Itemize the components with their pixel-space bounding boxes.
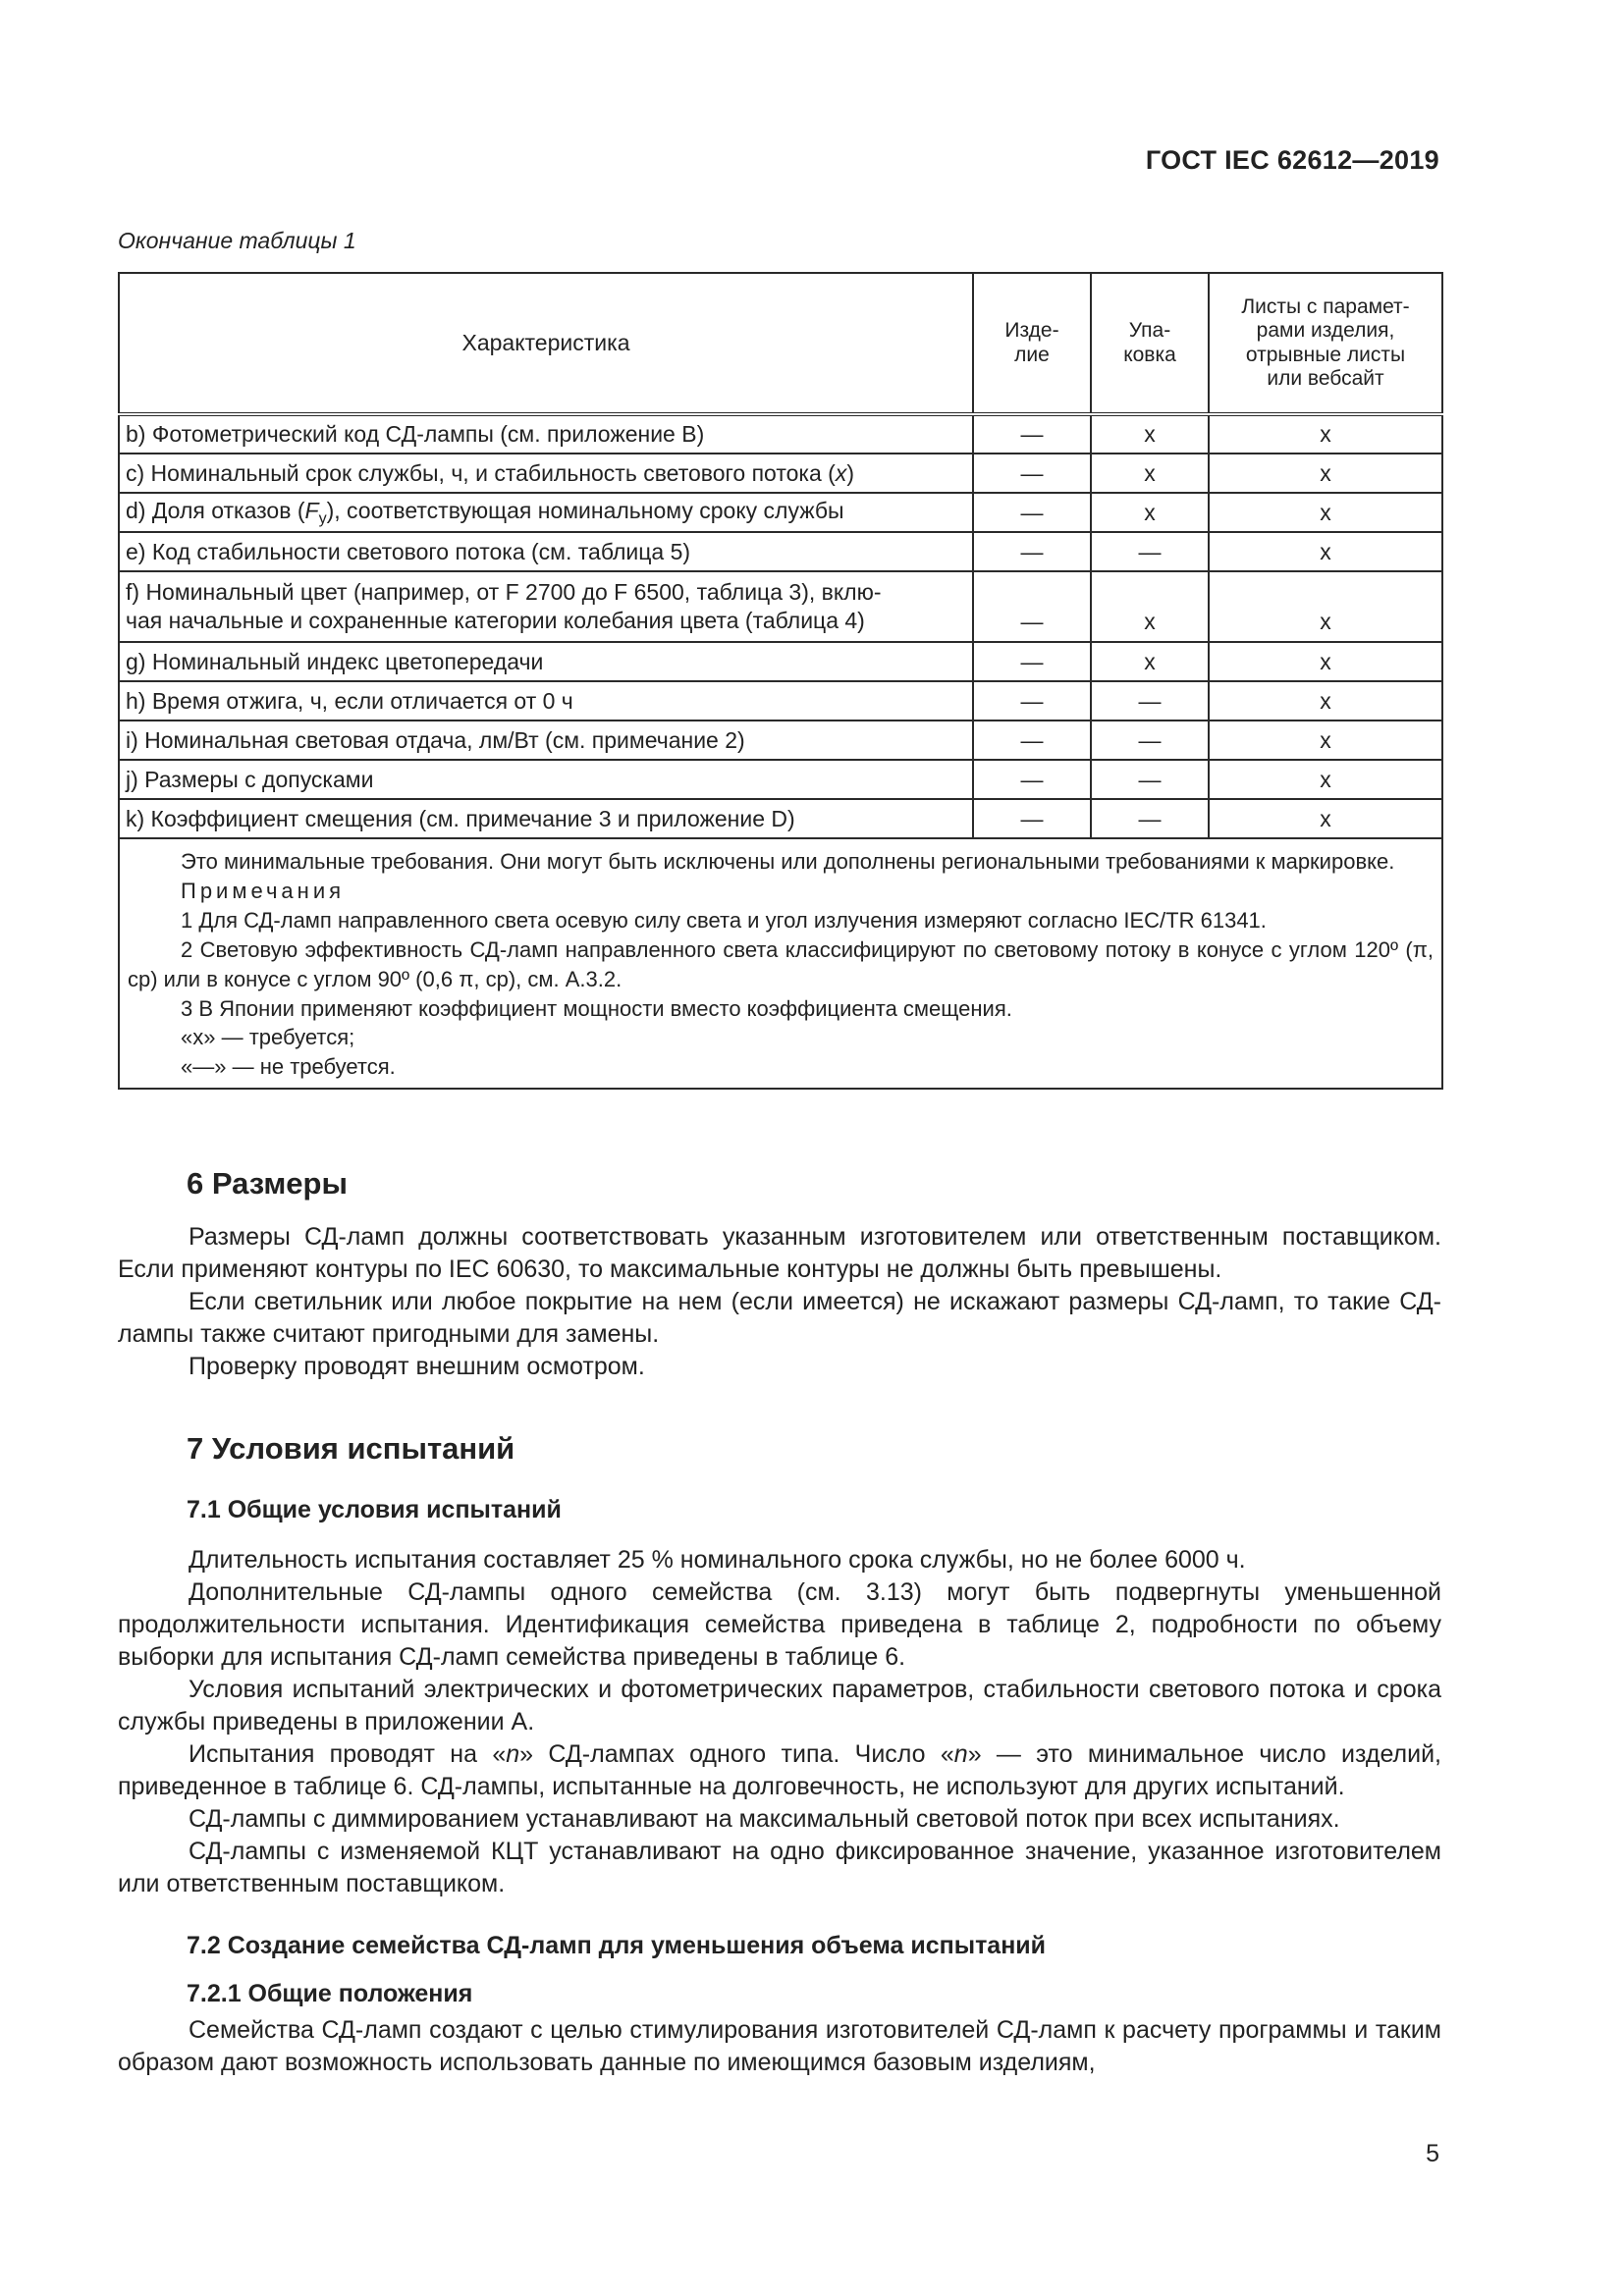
row-product-mark: — [973, 721, 1091, 760]
notes-intro: Это минимальные требования. Они могут быть исключены или дополнены региональными требованиями к маркировке. [181, 849, 1395, 874]
header-characteristic: Характеристика [119, 273, 973, 414]
table-notes [119, 838, 1442, 1089]
row-packaging-mark: — [1091, 760, 1209, 799]
paragraph: Испытания проводят на «n» СД-лампах одного типа. Число «n» — это минимальное число изделий, приведенное в таблице 6. СД-лампы, испытанные на долговечность, не используют для других испытаний. [118, 1740, 1441, 1800]
paragraph: СД-лампы с изменяемой КЦТ устанавливают на одно фиксированное значение, указанное изготовителем или ответственным поставщиком. [118, 1838, 1441, 1897]
row-sheets-mark: x [1209, 760, 1442, 799]
table-row [119, 799, 1442, 838]
paragraph: Если светильник или любое покрытие на нем (если имеется) не искажают размеры СД-ламп, то такие СД-лампы также считают пригодными для замены. [118, 1288, 1441, 1348]
row-characteristic: c) Номинальный срок службы, ч, и стабильность светового потока (x) [119, 454, 973, 493]
legend-dash: «—» — не требуется. [181, 1054, 396, 1080]
paragraph: СД-лампы с диммированием устанавливают на максимальный световой поток при всех испытаниях. [189, 1805, 1340, 1833]
row-sheets-mark: x [1209, 642, 1442, 681]
row-packaging-mark: x [1091, 493, 1209, 532]
legend-x: «x» — требуется; [181, 1025, 355, 1050]
paragraph: Размеры СД-ламп должны соответствовать указанным изготовителем или ответственным поставщиком. Если применяют контуры по IEC 60630, то максимальные контуры не должны быть превышены. [118, 1223, 1441, 1283]
row-characteristic: g) Номинальный индекс цветопередачи [119, 642, 973, 681]
section-7-2-1-body [118, 2014, 1441, 2079]
row-characteristic: b) Фотометрический код СД-лампы (см. приложение В) [119, 414, 973, 454]
table-row [119, 721, 1442, 760]
table-row [119, 414, 1442, 454]
row-characteristic: k) Коэффициент смещения (см. примечание 3 и приложение D) [119, 799, 973, 838]
paragraph: Длительность испытания составляет 25 % номинального срока службы, но не более 6000 ч. [189, 1546, 1246, 1574]
row-characteristic: h) Время отжига, ч, если отличается от 0 ч [119, 681, 973, 721]
row-characteristic: i) Номинальная световая отдача, лм/Вт (см. примечание 2) [119, 721, 973, 760]
table-caption: Окончание таблицы 1 [118, 228, 356, 253]
row-product-mark: — [973, 532, 1091, 571]
row-characteristic: j) Размеры с допусками [119, 760, 973, 799]
row-sheets-mark: x [1209, 721, 1442, 760]
row-sheets-mark: x [1209, 571, 1442, 642]
row-sheets-mark: x [1209, 681, 1442, 721]
notes-heading: Примечания [181, 878, 346, 903]
row-product-mark: — [973, 799, 1091, 838]
row-packaging-mark: — [1091, 799, 1209, 838]
row-product-mark: — [973, 414, 1091, 454]
standard-code-header: ГОСТ IEC 62612—2019 [1145, 145, 1439, 175]
section-7-1-heading: 7.1 Общие условия испытаний [187, 1496, 562, 1523]
row-packaging-mark: x [1091, 454, 1209, 493]
page-number: 5 [1426, 2140, 1439, 2167]
row-product-mark: — [973, 571, 1091, 642]
table-row [119, 642, 1442, 681]
section-7-heading: 7 Условия испытаний [187, 1431, 515, 1466]
row-packaging-mark: — [1091, 532, 1209, 571]
row-packaging-mark: x [1091, 571, 1209, 642]
paragraph: Проверку проводят внешним осмотром. [189, 1353, 645, 1380]
header-packaging: Упа- ковка [1091, 273, 1209, 414]
table-row [119, 532, 1442, 571]
table-row [119, 681, 1442, 721]
row-characteristic: e) Код стабильности светового потока (см. таблица 5) [119, 532, 973, 571]
table-row [119, 454, 1442, 493]
table-row [119, 760, 1442, 799]
paragraph: Условия испытаний электрических и фотометрических параметров, стабильности светового потока и срока службы приведены в приложении А. [118, 1676, 1441, 1735]
row-product-mark: — [973, 493, 1091, 532]
header-product: Изде- лие [973, 273, 1091, 414]
row-product-mark: — [973, 760, 1091, 799]
row-sheets-mark: x [1209, 532, 1442, 571]
section-7-2-1-heading: 7.2.1 Общие положения [187, 1980, 473, 2007]
paragraph: Семейства СД-ламп создают с целью стимулирования изготовителей СД-ламп к расчету программы и таким образом дают возможность использовать данные по имеющимся базовым изделиям, [118, 2016, 1441, 2076]
row-product-mark: — [973, 681, 1091, 721]
row-product-mark: — [973, 642, 1091, 681]
note-3: 3 В Японии применяют коэффициент мощности вместо коэффициента смещения. [181, 995, 1012, 1021]
row-characteristic: d) Доля отказов $(F_y)$, соответствующая номинальному сроку службы [119, 493, 973, 532]
row-sheets-mark: x [1209, 493, 1442, 532]
row-packaging-mark: x [1091, 642, 1209, 681]
row-packaging-mark: — [1091, 721, 1209, 760]
row-characteristic: f) Номинальный цвет (например, от F 2700 до F 6500, таблица 3), вклю- чая начальные и сохраненные категории колебания цвета (таблица 4) [119, 571, 973, 642]
paragraph: Дополнительные СД-лампы одного семейства (см. 3.13) могут быть подвергнуты уменьшенной продолжительности испытания. Идентификация семейства приведена в таблице 2, подробности по объему выборки для испытания СД-ламп семейства приведены в таблице 6. [118, 1578, 1441, 1671]
table-notes-row [119, 838, 1442, 1089]
table-header-row [119, 273, 1442, 414]
row-sheets-mark: x [1209, 799, 1442, 838]
table-row [119, 571, 1442, 642]
row-sheets-mark: x [1209, 414, 1442, 454]
section-6-body [118, 1221, 1441, 1383]
note-1: 1 Для СД-ламп направленного света осевую силу света и угол излучения измеряют согласно IEC/TR 61341. [181, 907, 1267, 933]
header-sheets: Листы с парамет- рами изделия, отрывные листы или вебсайт [1209, 273, 1442, 414]
row-packaging-mark: x [1091, 414, 1209, 454]
row-product-mark: — [973, 454, 1091, 493]
row-sheets-mark: x [1209, 454, 1442, 493]
table-row [119, 493, 1442, 532]
characteristics-table [118, 272, 1443, 1090]
row-packaging-mark: — [1091, 681, 1209, 721]
section-6-heading: 6 Размеры [187, 1166, 348, 1201]
note-2: 2 Световую эффективность СД-ламп направленного света классифицируют по световому потоку в конусе с углом 120º (π, ср) или в конусе с углом 90º (0,6 π, ср), см. А.3.2. [128, 936, 1434, 991]
section-7-2-heading: 7.2 Создание семейства СД-ламп для уменьшения объема испытаний [187, 1932, 1047, 1959]
section-7-1-body [118, 1544, 1441, 1900]
